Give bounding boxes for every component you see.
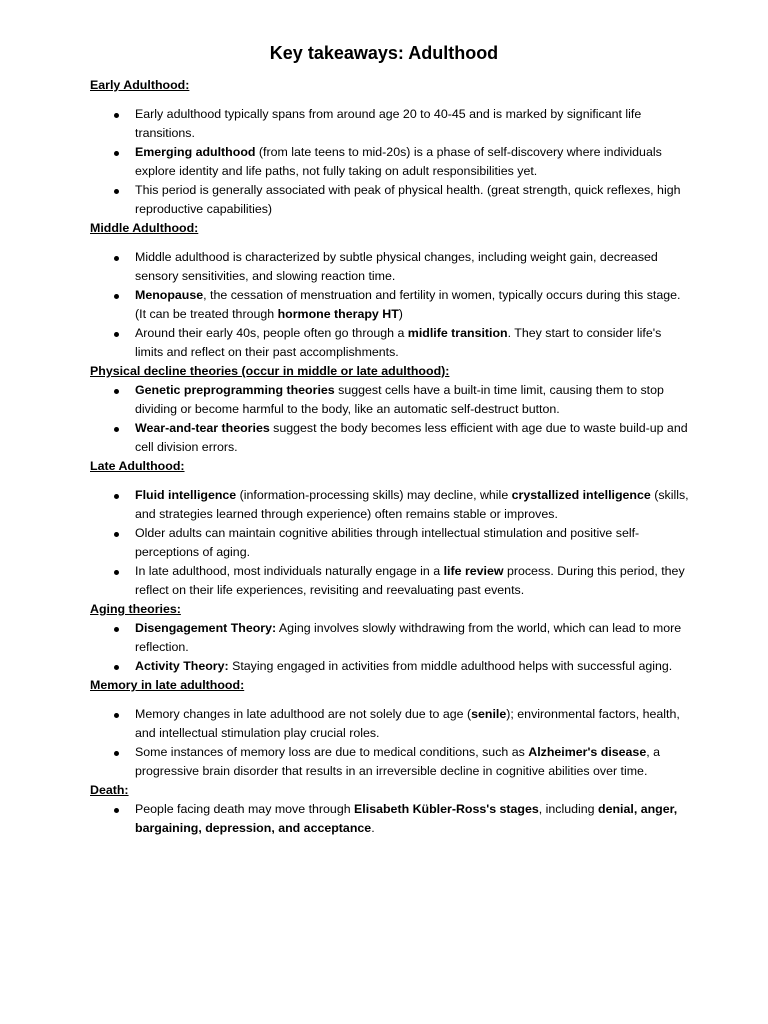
bold-term: Genetic preprogramming theories	[135, 383, 335, 397]
list-item	[90, 800, 690, 838]
bold-term: senile	[471, 707, 507, 721]
bullet-icon	[114, 332, 119, 337]
section-middle-adulthood	[90, 219, 690, 362]
item-text: People facing death may move through	[135, 802, 355, 816]
item-text: suggest the body becomes less efficient with age due to waste build-up and cell division errors.	[135, 421, 688, 454]
bold-term: midlife transition	[407, 326, 508, 340]
item-text: Memory changes in late adulthood are not solely due to age (	[135, 707, 472, 721]
item-text: Some instances of memory loss are due to medical conditions, such as	[135, 745, 529, 759]
section-aging-theories	[90, 600, 690, 676]
item-text: (information-processing skills) may decline, while	[236, 488, 512, 502]
bullet-list	[90, 105, 690, 219]
section-heading: Physical decline theories (occur in middle or late adulthood):	[90, 364, 450, 378]
bullet-icon	[114, 713, 119, 718]
bullet-icon	[114, 189, 119, 194]
list-item	[90, 657, 690, 676]
item-text: )	[398, 307, 403, 321]
bold-term: Activity Theory:	[135, 659, 229, 673]
bold-term: Disengagement Theory:	[135, 621, 277, 635]
section-memory	[90, 676, 690, 781]
list-item	[90, 286, 690, 324]
bold-term: crystallized intelligence	[511, 488, 651, 502]
item-text: , the cessation of menstruation and fertility in women, typically occurs during this stage. (It can be treated through	[135, 288, 681, 321]
item-text: Middle adulthood is characterized by subtle physical changes, including weight gain, decreased sensory sensitivities, and slowing reaction time.	[135, 250, 658, 283]
item-text: This period is generally associated with peak of physical health. (great strength, quick reflexes, high reproductive capabilities)	[135, 183, 681, 216]
bold-term: hormone therapy HT	[277, 307, 399, 321]
bold-term: Fluid intelligence	[135, 488, 237, 502]
list-item	[90, 486, 690, 524]
item-text: (from late teens to mid-20s) is a phase of self-discovery where individuals explore identity and life paths, not fully taking on adult responsibilities yet.	[135, 145, 662, 178]
section-heading: Aging theories:	[90, 602, 181, 616]
bullet-icon	[114, 665, 119, 670]
bullet-icon	[114, 494, 119, 499]
list-item	[90, 181, 690, 219]
list-item	[90, 105, 690, 143]
list-item	[90, 248, 690, 286]
bold-term: Wear-and-tear theories	[135, 421, 270, 435]
section-physical-decline	[90, 362, 690, 457]
item-text: , including	[538, 802, 599, 816]
bullet-icon	[114, 427, 119, 432]
section-late-adulthood	[90, 457, 690, 600]
item-text: .	[371, 821, 375, 835]
section-heading: Death:	[90, 783, 129, 797]
bullet-icon	[114, 113, 119, 118]
list-item	[90, 324, 690, 362]
bullet-list	[90, 381, 690, 457]
item-text: Aging involves slowly withdrawing from the world, which can lead to more reflection.	[135, 621, 682, 654]
list-item	[90, 562, 690, 600]
page-title: Key takeaways: Adulthood	[269, 43, 499, 63]
bold-term: denial, anger, bargaining, depression, and acceptance	[135, 802, 678, 835]
bold-term: Emerging adulthood	[135, 145, 256, 159]
bullet-list	[90, 800, 690, 838]
bold-term: life review	[443, 564, 504, 578]
bullet-list	[90, 705, 690, 781]
item-text: suggest cells have a built-in time limit, causing them to stop dividing or become harmful to the body, like an automatic self-destruct button.	[135, 383, 664, 416]
list-item	[90, 419, 690, 457]
bullet-list	[90, 248, 690, 362]
bold-term: Elisabeth Kübler-Ross's stages	[354, 802, 539, 816]
bullet-icon	[114, 532, 119, 537]
item-text: process. During this period, they reflect on their life experiences, revisiting and reevaluating past events.	[135, 564, 685, 597]
bullet-icon	[114, 151, 119, 156]
item-text: (skills, and strategies learned through experience) often remains stable or improves.	[135, 488, 689, 521]
list-item	[90, 705, 690, 743]
list-item	[90, 381, 690, 419]
item-text: Early adulthood typically spans from around age 20 to 40-45 and is marked by significant life transitions.	[135, 107, 642, 140]
document-body	[90, 76, 690, 838]
list-item	[90, 524, 690, 562]
item-text: , a progressive brain disorder that results in an irreversible decline in cognitive abilities over time.	[135, 745, 660, 778]
bullet-icon	[114, 256, 119, 261]
bullet-icon	[114, 294, 119, 299]
bullet-list	[90, 619, 690, 676]
list-item	[90, 619, 690, 657]
item-text: . They start to consider life's limits and reflect on their past accomplishments.	[135, 326, 662, 359]
list-item	[90, 143, 690, 181]
item-text: In late adulthood, most individuals naturally engage in a	[135, 564, 444, 578]
item-text: ); environmental factors, health, and intellectual stimulation play crucial roles.	[135, 707, 680, 740]
bold-term: Alzheimer's disease	[528, 745, 647, 759]
bullet-icon	[114, 389, 119, 394]
section-heading: Late Adulthood:	[90, 459, 185, 473]
bullet-icon	[114, 570, 119, 575]
bullet-list	[90, 486, 690, 600]
bullet-icon	[114, 751, 119, 756]
bullet-icon	[114, 808, 119, 813]
section-death	[90, 781, 690, 838]
item-text: Staying engaged in activities from middle adulthood helps with successful aging.	[228, 659, 673, 673]
bullet-icon	[114, 627, 119, 632]
item-text: Around their early 40s, people often go through a	[135, 326, 408, 340]
bold-term: Menopause	[135, 288, 204, 302]
section-heading: Middle Adulthood:	[90, 221, 199, 235]
section-heading: Early Adulthood:	[90, 78, 190, 92]
list-item	[90, 743, 690, 781]
section-early-adulthood	[90, 76, 690, 219]
section-heading: Memory in late adulthood:	[90, 678, 245, 692]
item-text: Older adults can maintain cognitive abilities through intellectual stimulation and positive self-perceptions of aging.	[135, 526, 640, 559]
